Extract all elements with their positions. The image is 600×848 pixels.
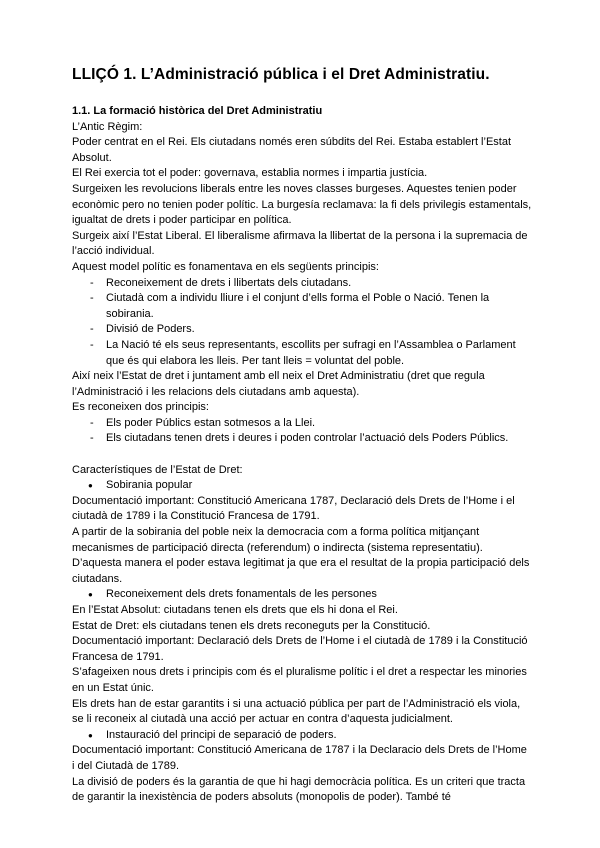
dash-list-item: - Ciutadà com a individu lliure i el conjunt d’ells forma el Poble o Nació. Tenen la sobirania. xyxy=(72,291,532,322)
spacer xyxy=(72,447,532,463)
paragraph: Surgeix així l’Estat Liberal. El liberalisme afirmava la llibertat de la persona i la supremacia de l’acció individual. xyxy=(72,229,528,258)
dash-list-item: - Reconeixement de drets i llibertats dels ciutadans. xyxy=(72,276,532,292)
section-heading: 1.1. La formació històrica del Dret Administratiu xyxy=(72,105,323,117)
paragraph: Documentació important: Declaració dels Drets de l’Home i el ciutadà de 1789 i la Constitució Francesa de 1791. xyxy=(72,635,528,663)
dash-list-item: - La Nació té els seus representants, escollits per sufragi en l’Assamblea o Parlament que és qui elabora les lleis. Per tant lleis = voluntat del poble. xyxy=(72,338,532,369)
dash-list-item: - Els poder Públics estan sotmesos a la Llei. xyxy=(72,416,532,432)
paragraph: Els drets han de estar garantits i si una actuació pública per part de l’Administració els viola, se li reconeix al ciutadà una acció per actuar en contra d’aquesta judicialment. xyxy=(72,697,521,726)
paragraph: Poder centrat en el Rei. Els ciutadans només eren súbdits del Rei. Estaba establert l’Estat Absolut. xyxy=(72,136,512,164)
bullet-item: ● Reconeixement dels drets fonamentals de les persones xyxy=(72,587,532,603)
paragraph: En l’Estat Absolut: ciutadans tenen els drets que els hi dona el Rei. xyxy=(72,604,398,616)
document-body xyxy=(72,104,532,806)
paragraph: S’afageixen nous drets i principis com és el pluralisme polític i el dret a respectar les minories en un Estat únic. xyxy=(72,666,527,694)
dash-list-item: - Els ciutadans tenen drets i deures i poden controlar l’actuació dels Poders Públics. xyxy=(72,431,532,447)
paragraph: L’Antic Règim: xyxy=(72,120,143,133)
bullet-item: ● Instauració del principi de separació de poders. xyxy=(72,728,532,744)
dash-list-item: - Divisió de Poders. xyxy=(72,322,532,338)
paragraph: Característiques de l’Estat de Dret: xyxy=(72,463,243,476)
paragraph: A partir de la sobirania del poble neix la democracia com a forma política mitjançant mecanismes de participació directa (referendum) o indirecta (sistema representatiu). xyxy=(72,526,483,554)
paragraph: La divisió de poders és la garantia de que hi hagi democràcia política. Es un criteri que tracta de garantir la inexistència de poders absoluts (monopolis de poder). També té xyxy=(72,775,526,804)
paragraph: Així neix l’Estat de dret i juntament amb ell neix el Dret Administratiu (dret que regula l’Administració i les relacions dels ciutadans amb aquesta). xyxy=(72,370,485,398)
paragraph: D’aquesta manera el poder estava legitimat ja que era el resultat de la propia participació dels ciutadans. xyxy=(72,557,530,585)
paragraph: Aquest model polític es fonamentava en els següents principis: xyxy=(72,260,379,273)
paragraph: Es reconeixen dos principis: xyxy=(72,401,209,414)
paragraph: Estat de Dret: els ciutadans tenen els drets reconeguts per la Constitució. xyxy=(72,619,431,632)
paragraph: Surgeixen les revolucions liberals entre les noves classes burgeses. Aquestes tenien poder econòmic pero no tenien poder polític. La burgesía reclamava: la fi dels privilegis estamentals, igualtat de drets i poder participar en política. xyxy=(72,182,532,227)
paragraph: Documentació important: Constitució Americana 1787, Declaració dels Drets de l’Home i el ciutadà de 1789 i la Constitució Francesa de 1791. xyxy=(72,494,515,523)
paragraph: El Rei exercia tot el poder: governava, establia normes i impartia justícia. xyxy=(72,167,428,180)
bullet-item: ● Sobirania popular xyxy=(72,478,532,494)
paragraph: Documentació important: Constitució Americana de 1787 i la Declaracio dels Drets de l’Home i del Ciutadà de 1789. xyxy=(72,744,527,772)
lesson-title: LLIÇÓ 1. L’Administració pública i el Dret Administratiu. xyxy=(72,66,490,83)
